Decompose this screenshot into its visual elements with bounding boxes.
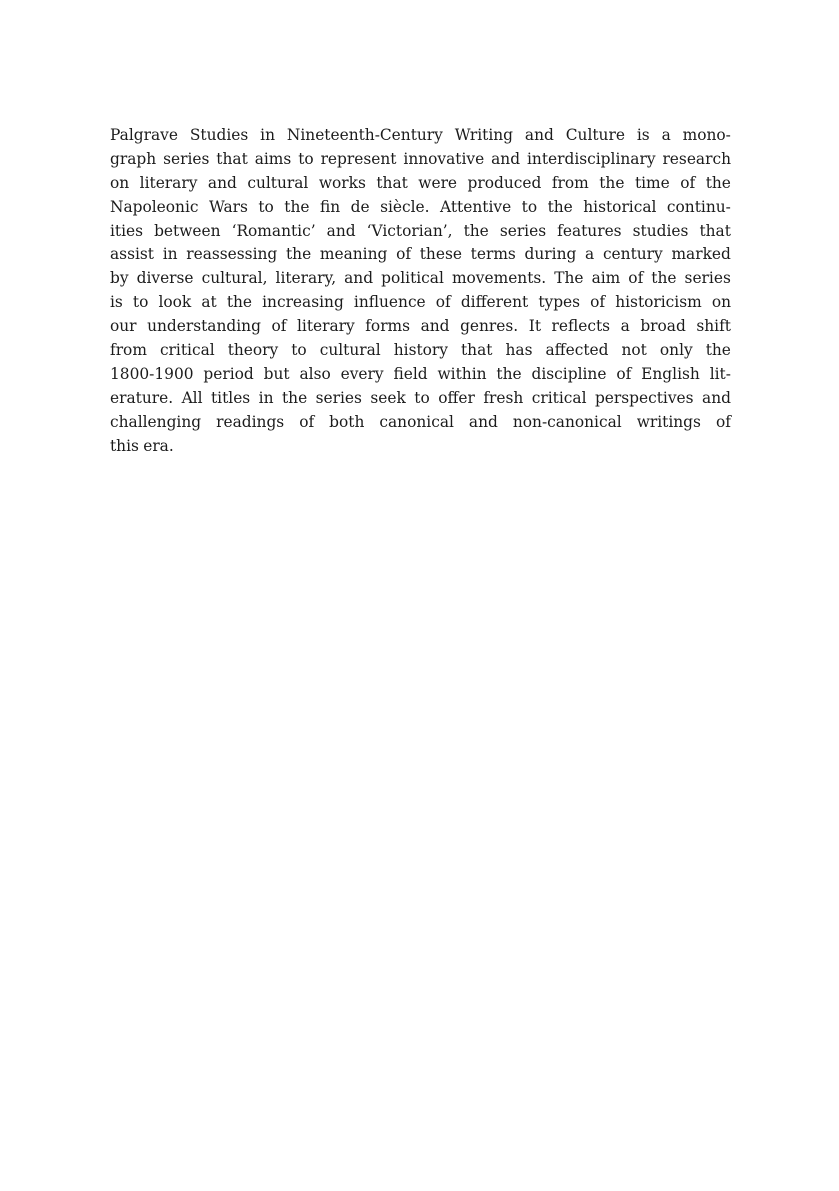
word: seek (370, 388, 406, 407)
word: and (491, 149, 521, 168)
word: that (461, 341, 493, 360)
word: canonical (379, 412, 454, 431)
word: Nineteenth-Century (286, 126, 443, 144)
paragraph-line (110, 315, 731, 339)
paragraph-line (110, 243, 731, 267)
word: ‘Victorian’, (366, 221, 453, 240)
word: the (285, 245, 312, 264)
word: is (636, 126, 650, 144)
paragraph-line (110, 196, 731, 220)
word: has (505, 341, 533, 360)
word: period (203, 364, 254, 383)
word: Palgrave (110, 126, 178, 144)
word: writings (636, 412, 701, 431)
word: cultural (247, 173, 309, 192)
word: is (110, 293, 123, 312)
word: series (315, 388, 362, 407)
word: the (281, 388, 308, 407)
word: every (340, 364, 384, 383)
word: political (381, 269, 444, 288)
word: series (684, 269, 731, 288)
paragraph-line (110, 220, 731, 244)
word: historical (583, 197, 657, 216)
word: Attentive (440, 197, 512, 216)
word: discipline (531, 364, 607, 383)
word: produced (467, 173, 542, 192)
word: the (705, 173, 731, 192)
word: different (460, 293, 529, 312)
word: literary, (275, 269, 337, 288)
paragraph-line (110, 172, 731, 196)
word: ‘Romantic’ (231, 221, 316, 240)
word: studies (632, 221, 689, 240)
word: to (298, 149, 314, 168)
word: time (634, 173, 670, 192)
paragraph-line (110, 387, 731, 411)
word: non-canonical (512, 412, 622, 431)
word: aims (254, 149, 292, 168)
word: offer (438, 388, 475, 407)
word: meaning (319, 245, 388, 264)
word: of (271, 317, 287, 336)
word: Napoleonic (110, 197, 199, 216)
paragraph-line (110, 148, 731, 172)
word: graph (110, 149, 157, 168)
word: movements. (451, 269, 547, 288)
word: to (132, 293, 149, 312)
word: field (393, 364, 428, 383)
word: also (299, 364, 331, 383)
word: to (291, 341, 307, 360)
word: assist (110, 245, 154, 264)
word: English (641, 364, 700, 383)
paragraph-line (110, 411, 731, 435)
word: works (318, 173, 366, 192)
word: types (538, 293, 581, 312)
word: continu- (666, 197, 731, 216)
word: It (528, 317, 541, 336)
word: in (162, 245, 178, 264)
word: series (499, 221, 547, 240)
word: mono- (682, 126, 731, 144)
word: to (258, 197, 274, 216)
word: during (524, 245, 577, 264)
word: titles (210, 388, 251, 407)
word: that (216, 149, 248, 168)
word: reflects (551, 317, 611, 336)
word: broad (640, 317, 686, 336)
word: series (163, 149, 210, 168)
word: a (661, 126, 671, 144)
word: from (110, 341, 147, 360)
word: critical (159, 341, 215, 360)
word: in (260, 126, 275, 144)
word: features (557, 221, 622, 240)
word: of (396, 245, 412, 264)
word: these (419, 245, 462, 264)
word: the (284, 197, 310, 216)
word: on (110, 173, 130, 192)
word: 1800-1900 (110, 364, 194, 383)
word: the (547, 197, 573, 216)
word: between (154, 221, 221, 240)
word: within (437, 364, 487, 383)
word: and (344, 269, 374, 288)
word: were (418, 173, 458, 192)
word: diverse (136, 269, 194, 288)
word: Wars (208, 197, 248, 216)
word: affected (545, 341, 609, 360)
word: marked (671, 245, 731, 264)
word: perspectives (594, 388, 694, 407)
word: era. (143, 436, 174, 455)
word: and (326, 221, 356, 240)
word: cultural (319, 341, 381, 360)
word: fin (319, 197, 341, 216)
paragraph-line (110, 339, 731, 363)
word: century (602, 245, 663, 264)
word: to (414, 388, 430, 407)
word: aim (591, 269, 621, 288)
word: increasing (262, 293, 344, 312)
word: of (715, 412, 731, 431)
word: of (616, 364, 632, 383)
paragraph-line (110, 124, 731, 148)
word: but (263, 364, 290, 383)
word: historicism (615, 293, 702, 312)
word: the (651, 269, 677, 288)
word: and (524, 126, 554, 144)
word: the (599, 173, 625, 192)
word: on (711, 293, 731, 312)
word: that (699, 221, 731, 240)
word: forms (365, 317, 411, 336)
word: that (376, 173, 408, 192)
word: Writing (454, 126, 514, 144)
word: the (226, 293, 253, 312)
word: at (201, 293, 217, 312)
word: and (207, 173, 237, 192)
word: influence (353, 293, 426, 312)
word: only (659, 341, 693, 360)
word: siècle. (380, 197, 430, 216)
word: All (181, 388, 203, 407)
word: understanding (147, 317, 261, 336)
word: look (158, 293, 192, 312)
word: reassessing (186, 245, 278, 264)
word: of (299, 412, 315, 431)
word: the (496, 364, 522, 383)
word: fresh (483, 388, 524, 407)
word: lit- (709, 364, 731, 383)
word: interdisciplinary (526, 149, 656, 168)
word: of (680, 173, 696, 192)
word: cultural, (201, 269, 268, 288)
word: by (110, 269, 129, 288)
word: theory (227, 341, 279, 360)
word: erature. (110, 388, 174, 407)
word: in (258, 388, 274, 407)
word: de (350, 197, 370, 216)
word: of (590, 293, 606, 312)
series-description-paragraph (110, 124, 731, 458)
word: and (468, 412, 498, 431)
word: literary (296, 317, 355, 336)
word: research (662, 149, 731, 168)
word: critical (531, 388, 587, 407)
word: of (628, 269, 644, 288)
word: Studies (189, 126, 249, 144)
word: represent (320, 149, 397, 168)
word: the (463, 221, 489, 240)
paragraph-line (110, 267, 731, 291)
word: genres. (460, 317, 519, 336)
paragraph-line (110, 363, 731, 387)
word: and (420, 317, 450, 336)
word: ities (110, 221, 144, 240)
word: readings (216, 412, 285, 431)
word: terms (470, 245, 516, 264)
word: literary (139, 173, 198, 192)
word: shift (696, 317, 731, 336)
word: to (521, 197, 538, 216)
word: innovative (403, 149, 485, 168)
word: a (585, 245, 595, 264)
word: and (702, 388, 731, 407)
word: our (110, 317, 137, 336)
word: challenging (110, 412, 202, 431)
word: a (620, 317, 630, 336)
paragraph-line (110, 291, 731, 315)
word: this (110, 436, 139, 455)
word: history (393, 341, 448, 360)
paragraph-line (110, 435, 731, 459)
word: both (329, 412, 365, 431)
word: of (435, 293, 451, 312)
word: not (621, 341, 647, 360)
word: Culture (565, 126, 625, 144)
word: from (551, 173, 589, 192)
word: The (554, 269, 584, 288)
word: the (705, 341, 731, 360)
